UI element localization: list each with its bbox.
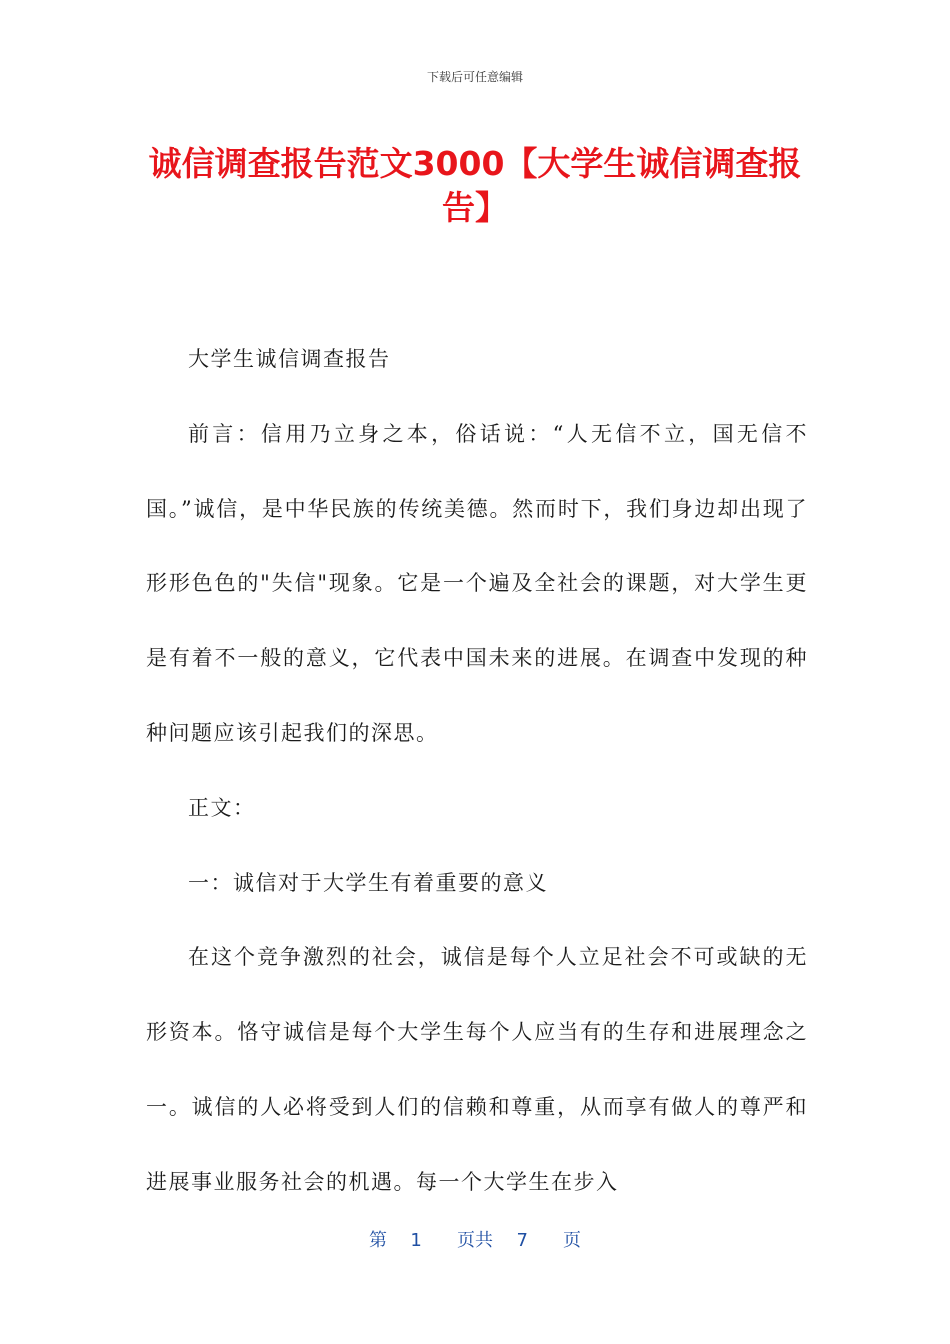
paragraph-section-one-body: 在这个竞争激烈的社会，诚信是每个人立足社会不可或缺的无形资本。恪守诚信是每个大学生每个人应当有的生存和进展理念之一。诚信的人必将受到人们的信赖和尊重，从而享有做人的尊严和进展事业服务社会的机遇。每一个大学生在步入 xyxy=(146,945,808,1194)
paragraph-heading: 大学生诚信调查报告 xyxy=(188,347,391,371)
document-body xyxy=(146,322,808,1220)
paragraph-preface: 前言：信用乃立身之本，俗话说：“人无信不立，国无信不国。”诚信，是中华民族的传统美德。然而时下，我们身边却出现了形形色色的"失信"现象。它是一个遍及全社会的课题，对大学生更是有着不一般的意义，它代表中国未来的进展。在调查中发现的种种问题应该引起我们的深思。 xyxy=(146,421,808,745)
paragraph-section-one-heading: 一：诚信对于大学生有着重要的意义 xyxy=(188,870,548,895)
page-number-footer: 第 1 页共 7 页 xyxy=(368,1230,582,1251)
page-header-note: 下载后可任意编辑 xyxy=(426,70,523,84)
paragraph-main-text-label: 正文： xyxy=(188,795,256,820)
document-title: 诚信调查报告范文3000【大学生诚信调查报告】 xyxy=(148,144,802,227)
